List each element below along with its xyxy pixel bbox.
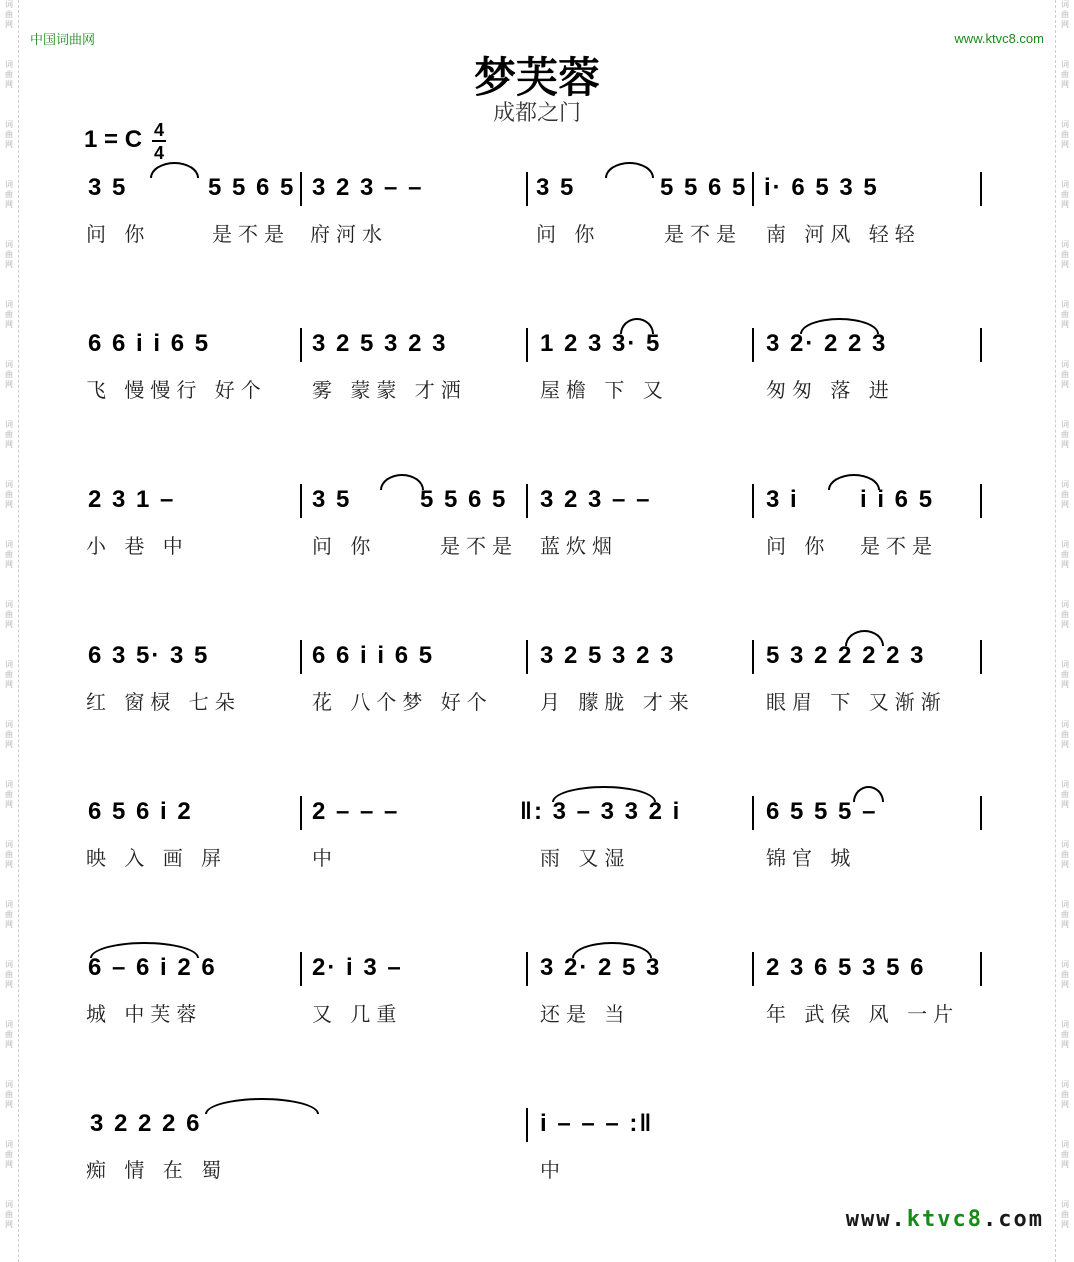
song-subtitle: 成都之门 — [492, 101, 581, 126]
bar-line — [526, 328, 528, 362]
watermark-text: 词 曲 网 — [5, 600, 13, 629]
lyric-row — [0, 526, 1074, 566]
lyric-row — [0, 994, 1074, 1034]
note-group: 5 5 6 5 — [420, 486, 508, 513]
bar-line — [752, 172, 754, 206]
watermark-text: 词 曲 网 — [1061, 600, 1069, 629]
score-system — [0, 484, 1074, 634]
note-group: 2 – – – — [312, 798, 400, 825]
lyric-text: 还是 当 — [540, 1002, 631, 1026]
note-group: 2 3 1 – — [88, 486, 176, 513]
watermark-text: 词 曲 网 — [1061, 660, 1069, 689]
lyric-text: 城 中芙蓉 — [86, 1002, 203, 1026]
watermark-text: 词 曲 网 — [5, 1080, 13, 1109]
note-group: 5 3 2 2 2 2 3 — [766, 642, 926, 669]
watermark-text: 词 曲 网 — [5, 360, 13, 389]
note-group: 6 5 6 i 2 — [88, 798, 193, 825]
site-name-left: 中国词曲网 — [30, 33, 96, 48]
watermark-text: 词 曲 网 — [5, 840, 13, 869]
watermark-text: 词 曲 网 — [1061, 180, 1069, 209]
bar-line — [526, 484, 528, 518]
bar-line — [980, 952, 982, 986]
watermark-text: 词 曲 网 — [5, 0, 13, 29]
tie-slur — [605, 162, 654, 178]
watermark-text: 词 曲 网 — [5, 240, 13, 269]
lyric-text: 是不是 — [664, 222, 742, 246]
lyric-text: 月 朦胧 才来 — [540, 690, 695, 714]
lyric-text: 又 几重 — [312, 1002, 403, 1026]
watermark-text: 词 曲 网 — [1061, 1140, 1069, 1169]
note-group: 3 5 — [536, 174, 576, 201]
score-system — [0, 172, 1074, 322]
score-system — [0, 328, 1074, 478]
lyric-text: 是不是 — [860, 534, 938, 558]
note-group: 2· i 3 – — [312, 954, 403, 981]
bar-line — [980, 484, 982, 518]
lyric-text: 问 你 — [86, 222, 151, 246]
key-signature: 1 = C — [84, 126, 143, 153]
lyric-text: 痴 情 在 蜀 — [86, 1158, 228, 1182]
bar-line — [980, 172, 982, 206]
lyric-text: 雨 又湿 — [540, 846, 631, 870]
watermark-text: 词 曲 网 — [1061, 840, 1069, 869]
lyric-text: 中 — [312, 846, 338, 870]
time-signature: 4 4 — [153, 120, 164, 163]
note-group: 3 2 5 3 2 3 — [540, 642, 676, 669]
bar-line — [300, 172, 302, 206]
lyric-text: 眼眉 下 又渐渐 — [766, 690, 947, 714]
note-group: 3 2 3 – – — [540, 486, 652, 513]
note-group: 3 2 3 – – — [312, 174, 424, 201]
bar-line — [752, 640, 754, 674]
note-group: i – – – :‖ — [540, 1110, 654, 1137]
tie-slur — [150, 162, 199, 178]
note-group: i i 6 5 — [860, 486, 935, 513]
score-system — [0, 796, 1074, 946]
note-group: 3 2· 2 5 3 — [540, 954, 662, 981]
watermark-text: 词 曲 网 — [5, 780, 13, 809]
watermark-text: 词 曲 网 — [5, 480, 13, 509]
bar-line — [526, 1108, 528, 1142]
lyric-text: 匆匆 落 进 — [766, 378, 895, 402]
bar-line — [752, 328, 754, 362]
bar-line — [526, 952, 528, 986]
watermark-text: 词 曲 网 — [5, 720, 13, 749]
note-group: 6 6 i i 6 5 — [88, 330, 211, 357]
note-group: 6 – 6 i 2 6 — [88, 954, 217, 981]
score-system — [0, 1108, 1074, 1258]
note-group: 3 5 — [312, 486, 352, 513]
watermark-text: 词 曲 网 — [5, 1200, 13, 1229]
watermark-text: 词 曲 网 — [5, 120, 13, 149]
watermark-text: 词 曲 网 — [1061, 300, 1069, 329]
watermark-text: 词 曲 网 — [5, 180, 13, 209]
watermark-text: 词 曲 网 — [5, 60, 13, 89]
note-group: 6 5 5 5 – — [766, 798, 878, 825]
watermark-text: 词 曲 网 — [1061, 420, 1069, 449]
note-group: 3 i — [766, 486, 799, 513]
lyric-text: 是不是 — [440, 534, 518, 558]
note-group: 3 2· 2 2 3 — [766, 330, 888, 357]
bar-line — [300, 484, 302, 518]
watermark-text: 词 曲 网 — [1061, 540, 1069, 569]
note-group: 3 2 2 2 6 — [90, 1110, 202, 1137]
note-group: 5 5 6 5 — [660, 174, 748, 201]
lyric-text: 小 巷 中 — [86, 534, 189, 558]
lyric-text: 飞 慢慢行 好个 — [86, 378, 267, 402]
watermark-text: 词 曲 网 — [5, 660, 13, 689]
watermark-text: 词 曲 网 — [1061, 1020, 1069, 1049]
lyric-row — [0, 214, 1074, 254]
bar-line — [752, 484, 754, 518]
lyric-text: 问 你 — [536, 222, 601, 246]
watermark-text: 词 曲 网 — [5, 960, 13, 989]
watermark-text: 词 曲 网 — [5, 900, 13, 929]
watermark-text: 词 曲 网 — [5, 1020, 13, 1049]
watermark-text: 词 曲 网 — [1061, 0, 1069, 29]
note-group: 5 5 6 5 — [208, 174, 296, 201]
watermark-text: 词 曲 网 — [5, 420, 13, 449]
lyric-text: 锦官 城 — [766, 846, 857, 870]
bar-line — [980, 796, 982, 830]
note-group: 1 2 3 3· 5 — [540, 330, 662, 357]
bar-line — [300, 952, 302, 986]
lyric-text: 年 武侯 风 一片 — [766, 1002, 960, 1026]
note-group: 2 3 6 5 3 5 6 — [766, 954, 926, 981]
watermark-text: 词 曲 网 — [5, 300, 13, 329]
bar-line — [526, 640, 528, 674]
bar-line — [300, 796, 302, 830]
site-url-right: www.ktvc8.com — [954, 31, 1044, 46]
watermark-text: 词 曲 网 — [1061, 780, 1069, 809]
watermark-text: 词 曲 网 — [1061, 1080, 1069, 1109]
watermark-text: 词 曲 网 — [1061, 120, 1069, 149]
watermark-text: 词 曲 网 — [1061, 960, 1069, 989]
lyric-row — [0, 838, 1074, 878]
lyric-text: 中 — [540, 1158, 566, 1182]
watermark-text: 词 曲 网 — [1061, 1200, 1069, 1229]
lyric-text: 屋檐 下 又 — [540, 378, 669, 402]
lyric-text: 蓝炊烟 — [540, 534, 618, 558]
watermark-text: 词 曲 网 — [1061, 720, 1069, 749]
lyric-text: 映 入 画 屏 — [86, 846, 228, 870]
lyric-text: 是不是 — [212, 222, 290, 246]
note-group: 6 6 i i 6 5 — [312, 642, 435, 669]
score-system — [0, 640, 1074, 790]
lyric-row — [0, 682, 1074, 722]
watermark-text: 词 曲 网 — [1061, 480, 1069, 509]
lyric-text: 雾 蒙蒙 才洒 — [312, 378, 467, 402]
lyric-text: 问 你 — [766, 534, 831, 558]
lyric-text: 问 你 — [312, 534, 377, 558]
bar-line — [980, 328, 982, 362]
watermark-text: 词 曲 网 — [5, 540, 13, 569]
watermark-text: 词 曲 网 — [1061, 240, 1069, 269]
lyric-text: 南 河风 轻轻 — [766, 222, 921, 246]
note-group: 3 5 — [88, 174, 128, 201]
watermark-text: 词 曲 网 — [1061, 360, 1069, 389]
lyric-text: 红 窗棂 七朵 — [86, 690, 241, 714]
note-group: 3 2 5 3 2 3 — [312, 330, 448, 357]
bar-line — [300, 640, 302, 674]
bar-line — [526, 172, 528, 206]
lyric-row — [0, 370, 1074, 410]
site-logo: www.ktvc8.com — [845, 1207, 1044, 1232]
note-group: ‖: 3 – 3 3 2 i — [520, 798, 682, 825]
watermark-text: 词 曲 网 — [1061, 60, 1069, 89]
watermark-text: 词 曲 网 — [5, 1140, 13, 1169]
note-group: 6 3 5· 3 5 — [88, 642, 210, 669]
lyric-text: 府河水 — [310, 222, 388, 246]
score-system — [0, 952, 1074, 1102]
song-title: 梦芙蓉 — [473, 53, 600, 102]
bar-line — [980, 640, 982, 674]
note-group: i· 6 5 3 5 — [764, 174, 879, 201]
watermark-text: 词 曲 网 — [1061, 900, 1069, 929]
lyric-row — [0, 1150, 1074, 1190]
bar-line — [300, 328, 302, 362]
bar-line — [752, 952, 754, 986]
lyric-text: 花 八个梦 好个 — [312, 690, 493, 714]
bar-line — [752, 796, 754, 830]
